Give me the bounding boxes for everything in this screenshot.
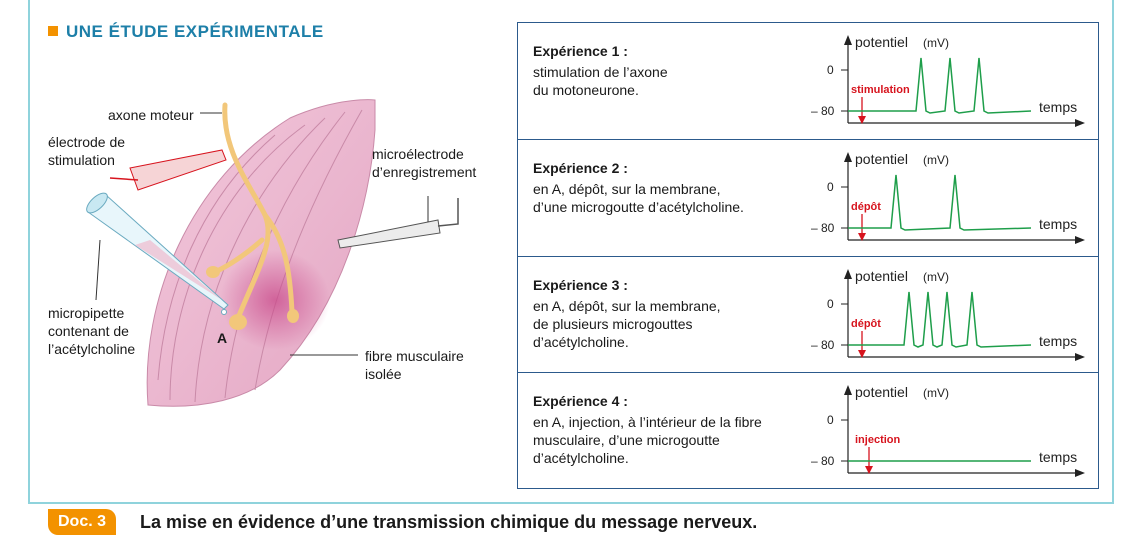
tick-minus-80: – 80 <box>811 221 835 235</box>
experience-desc-2: en A, dépôt, sur la membrane, d’une microgoutte d’acétylcholine. <box>533 181 744 215</box>
event-label: injection <box>855 434 901 446</box>
doc-badge: Doc. 3 <box>48 509 116 535</box>
title-square-icon <box>48 26 58 36</box>
experience-title-4: Expérience 4 : <box>533 393 628 409</box>
label-micropipette: micropipette contenant de l’acétylcholine <box>48 305 136 357</box>
event-label: stimulation <box>851 84 910 96</box>
axis-label-temps: temps <box>1039 449 1078 465</box>
event-label: dépôt <box>851 318 881 330</box>
axis-label-potentiel: potentiel <box>855 34 908 50</box>
axon-terminal-3 <box>206 266 220 278</box>
experience-row-2 <box>518 139 1098 256</box>
tick-minus-80: – 80 <box>811 454 835 468</box>
experience-title-2: Expérience 2 : <box>533 160 628 176</box>
label-microelectrode: microélectrode d’enregistrement <box>372 146 477 180</box>
tick-zero: 0 <box>827 180 834 194</box>
axis-unit: (mV) <box>923 36 949 50</box>
label-fibre-musculaire: fibre musculaire isolée <box>365 348 464 382</box>
caption-text: La mise en évidence d’une transmission chimique du message nerveux. <box>140 512 758 532</box>
axis-unit: (mV) <box>923 270 949 284</box>
experience-desc-4: en A, injection, à l’intérieur de la fibre musculaire, d’une microgoutte d’acétylcholine. <box>533 414 762 466</box>
graph-2 <box>803 140 1093 257</box>
axis-label-potentiel: potentiel <box>855 384 908 400</box>
label-axone-moteur: axone moteur <box>108 107 194 123</box>
tick-zero: 0 <box>827 297 834 311</box>
section-title-text: UNE ÉTUDE EXPÉRIMENTALE <box>66 22 324 41</box>
event-label: dépôt <box>851 201 881 213</box>
experience-row-1 <box>518 23 1098 139</box>
experience-row-3 <box>518 256 1098 372</box>
axis-label-temps: temps <box>1039 99 1078 115</box>
experience-desc-3: en A, dépôt, sur la membrane, de plusieurs microgouttes d’acétylcholine. <box>533 298 721 350</box>
tick-minus-80: – 80 <box>811 104 835 118</box>
axon-terminal-2 <box>287 309 299 323</box>
axis-unit: (mV) <box>923 386 949 400</box>
experience-title-3: Expérience 3 : <box>533 277 628 293</box>
tick-zero: 0 <box>827 413 834 427</box>
graph-4 <box>803 373 1093 491</box>
experiments-table <box>517 22 1099 489</box>
experience-desc-1: stimulation de l’axone du motoneurone. <box>533 64 668 98</box>
tick-zero: 0 <box>827 63 834 77</box>
graph-1 <box>803 23 1093 139</box>
axis-label-temps: temps <box>1039 216 1078 232</box>
axis-label-potentiel: potentiel <box>855 151 908 167</box>
axis-label-potentiel: potentiel <box>855 268 908 284</box>
axis-unit: (mV) <box>923 153 949 167</box>
label-point-a: A <box>217 330 228 346</box>
section-title <box>48 22 324 42</box>
graph-3 <box>803 257 1093 373</box>
stimulation-electrode <box>110 150 226 190</box>
axis-label-temps: temps <box>1039 333 1078 349</box>
label-electrode-stimulation: électrode de stimulation <box>48 134 126 168</box>
experience-title-1: Expérience 1 : <box>533 43 628 59</box>
synapse-glow <box>220 250 330 350</box>
tick-minus-80: – 80 <box>811 338 835 352</box>
experience-row-4 <box>518 372 1098 490</box>
axon-terminal-1 <box>229 314 247 330</box>
